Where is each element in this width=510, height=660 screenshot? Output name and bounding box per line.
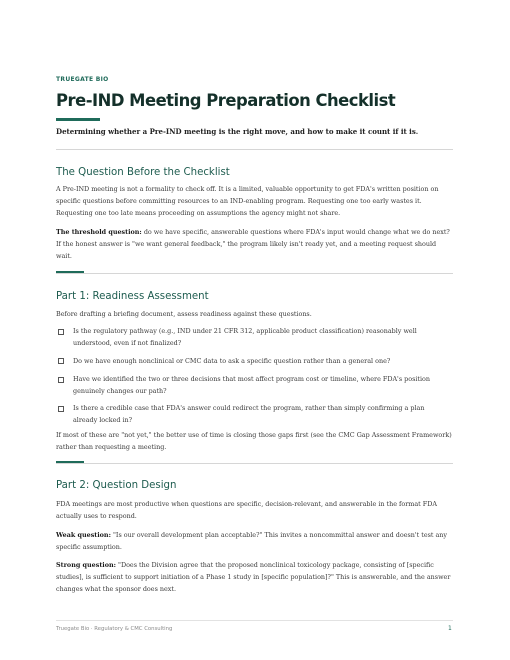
checklist-item: Is the regulatory pathway (e.g., IND under 21 CFR 312, applicable product classification) reasonably well understood, even if not finalized? [73, 327, 417, 347]
divider [56, 463, 453, 464]
title-accent-bar [56, 118, 100, 121]
question-paragraph: A Pre-IND meeting is not a formality to check off. It is a limited, valuable opportunity to get FDA's written position on specific questions before committing resources to an IND-enabling program. Requesting one too early wastes it. Requesting one too late means proceeding on assumptions the agency might not share. [56, 185, 439, 217]
footer-divider [56, 620, 453, 621]
page-title: Pre-IND Meeting Preparation Checklist [56, 91, 396, 110]
strong-question-paragraph [56, 559, 453, 595]
strong-question-text: "Does the Division agree that the proposed nonclinical toxicology package, consisting of [specific studies], is sufficient to support initiation of a Phase 1 study in [specific population]?" This is answerable, and the answer changes what the sponsor does next. [56, 561, 451, 593]
checkbox-readiness-2[interactable] [58, 358, 64, 364]
design-intro: FDA meetings are most productive when questions are specific, decision-relevant, and answerable in the format FDA actually uses to respond. [56, 500, 437, 520]
threshold-paragraph [56, 226, 453, 262]
section-heading-design: Part 2: Question Design [56, 480, 177, 491]
page-number: 1 [448, 625, 452, 632]
divider [56, 149, 453, 150]
strong-question-label: Strong question: [56, 561, 116, 569]
weak-question-label: Weak question: [56, 531, 111, 539]
threshold-label: The threshold question: [56, 228, 142, 236]
weak-question-text: "Is our overall development plan acceptable?" This invites a noncommittal answer and doesn't test any specific assumption. [56, 531, 448, 551]
readiness-outro: If most of these are "not yet," the better use of time is closing those gaps first (see the CMC Gap Assessment Framework) rather than requesting a meeting. [56, 431, 452, 451]
section-heading-question: The Question Before the Checklist [56, 167, 230, 178]
checklist-item: Is there a credible case that FDA's answer could redirect the program, rather than simply confirming a plan already locked in? [73, 404, 425, 424]
checkbox-readiness-3[interactable] [58, 377, 64, 383]
brand-label: TRUEGATE BIO [56, 76, 109, 83]
checklist-item: Have we identified the two or three decisions that most affect program cost or timeline, where FDA's position genuinely changes our path? [73, 375, 430, 395]
readiness-intro: Before drafting a briefing document, assess readiness against these questions. [56, 310, 312, 318]
footer-text: Truegate Bio · Regulatory & CMC Consulting [56, 626, 173, 632]
threshold-text: do we have specific, answerable questions where FDA's input would change what we do next? If the honest answer is "we want general feedback," the program likely isn't ready yet, and a meeting request should wait. [56, 228, 450, 260]
weak-question-paragraph [56, 529, 453, 553]
checkbox-readiness-4[interactable] [58, 406, 64, 412]
divider [56, 273, 453, 274]
section-heading-readiness: Part 1: Readiness Assessment [56, 291, 209, 302]
checkbox-readiness-1[interactable] [58, 329, 64, 335]
checklist-item: Do we have enough nonclinical or CMC data to ask a specific question rather than a general one? [73, 357, 391, 365]
page-subtitle: Determining whether a Pre-IND meeting is the right move, and how to make it count if it is. [56, 127, 419, 136]
